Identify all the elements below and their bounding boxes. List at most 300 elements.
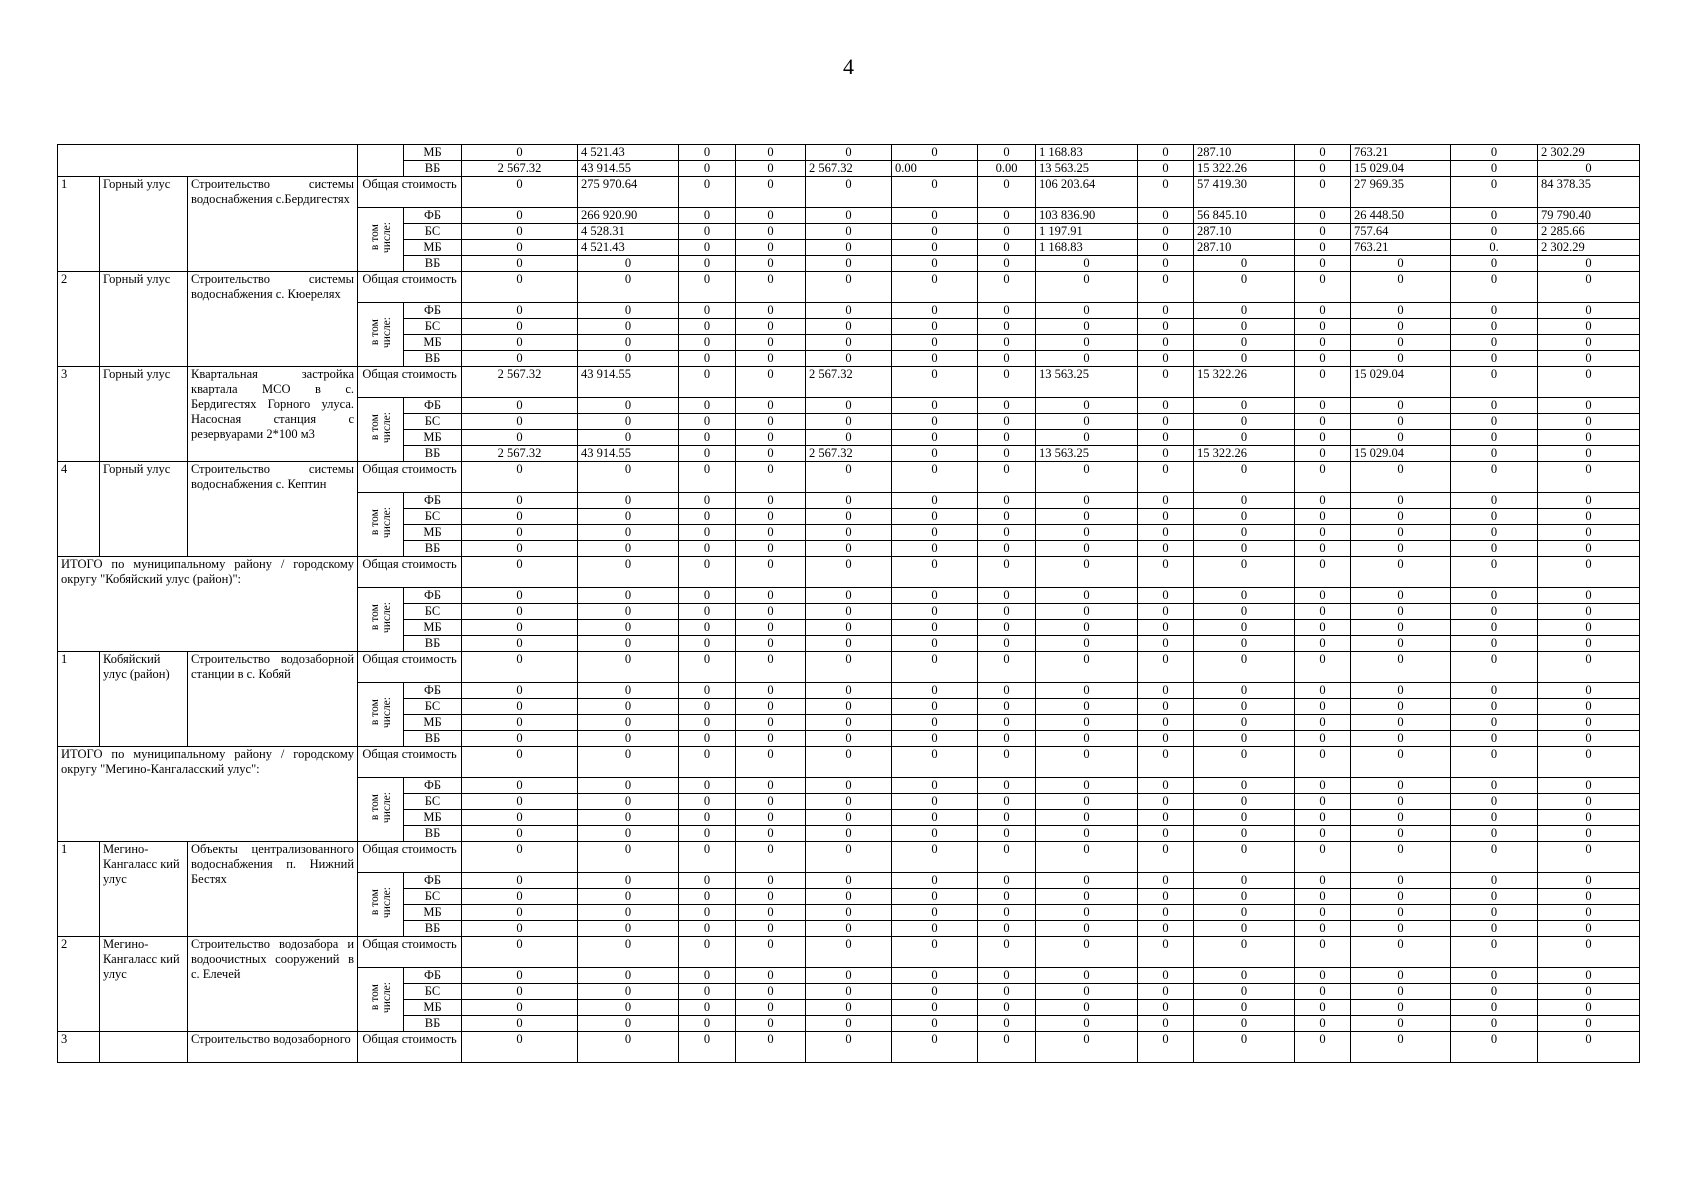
value-cell: 0 (1538, 842, 1640, 873)
value-cell: 0 (578, 509, 679, 525)
value-cell: 0 (1036, 557, 1138, 588)
value-cell: 0 (462, 984, 578, 1000)
value-cell: 0 (462, 208, 578, 224)
value-cell: 266 920.90 (578, 208, 679, 224)
value-cell: 0 (978, 683, 1036, 699)
value-cell: 0 (462, 889, 578, 905)
included-label-cell (358, 303, 404, 367)
value-cell: 0 (978, 873, 1036, 889)
value-cell: 2 567.32 (806, 161, 892, 177)
value-cell: 0 (736, 683, 806, 699)
value-cell: 0 (462, 303, 578, 319)
value-cell: 0 (679, 810, 736, 826)
value-cell: 0 (1295, 398, 1351, 414)
value-cell: 0 (679, 351, 736, 367)
value-cell: 0 (892, 794, 978, 810)
value-cell: 26 448.50 (1351, 208, 1451, 224)
funding-source-label: ФБ (404, 208, 462, 224)
value-cell: 0 (1295, 367, 1351, 398)
value-cell: 0 (462, 905, 578, 921)
value-cell: 0 (1295, 778, 1351, 794)
value-cell: 0 (806, 541, 892, 557)
value-cell: 13 563.25 (1036, 161, 1138, 177)
value-cell: 0 (1538, 968, 1640, 984)
value-cell: 0 (1036, 810, 1138, 826)
value-cell: 0 (578, 319, 679, 335)
value-cell: 0 (578, 889, 679, 905)
value-cell: 0 (1451, 794, 1538, 810)
value-cell: 0 (578, 842, 679, 873)
value-cell: 0 (1351, 319, 1451, 335)
value-cell: 0 (1138, 557, 1194, 588)
value-cell: 0 (892, 636, 978, 652)
value-cell: 0 (462, 699, 578, 715)
region-name: Горный улус (100, 367, 188, 462)
value-cell: 0 (1194, 699, 1295, 715)
value-cell: 0 (578, 873, 679, 889)
value-cell: 0 (578, 414, 679, 430)
value-cell: 0 (892, 620, 978, 636)
value-cell: 0 (736, 367, 806, 398)
value-cell: 0 (978, 778, 1036, 794)
value-cell: 0 (1036, 699, 1138, 715)
region-name: Мегино-Кангаласс кий улус (100, 842, 188, 937)
value-cell: 0 (736, 794, 806, 810)
value-cell: 0 (892, 145, 978, 161)
value-cell: 0 (1451, 731, 1538, 747)
value-cell: 0 (892, 778, 978, 794)
funding-source-label: ВБ (404, 541, 462, 557)
value-cell: 0 (892, 968, 978, 984)
value-cell: 0 (679, 984, 736, 1000)
included-label-cell (358, 778, 404, 842)
value-cell: 0 (806, 493, 892, 509)
value-cell: 0 (892, 351, 978, 367)
value-cell: 15 322.26 (1194, 367, 1295, 398)
value-cell: 0 (1295, 968, 1351, 984)
value-cell: 0 (1036, 541, 1138, 557)
value-cell: 0 (1138, 272, 1194, 303)
value-cell: 0 (1194, 794, 1295, 810)
value-cell: 0 (1295, 715, 1351, 731)
funding-source-label: МБ (404, 525, 462, 541)
value-cell: 757.64 (1351, 224, 1451, 240)
value-cell: 0 (892, 462, 978, 493)
value-cell: 0 (462, 240, 578, 256)
included-label-cell (358, 208, 404, 272)
value-cell: 0 (806, 588, 892, 604)
value-cell: 0 (736, 462, 806, 493)
value-cell: 0 (1036, 794, 1138, 810)
value-cell: 0 (736, 826, 806, 842)
value-cell: 0 (578, 335, 679, 351)
value-cell: 0 (1138, 731, 1194, 747)
value-cell: 0 (1295, 588, 1351, 604)
value-cell: 0 (1295, 873, 1351, 889)
value-cell: 0 (1194, 1000, 1295, 1016)
value-cell: 0 (1138, 810, 1194, 826)
value-cell: 0 (1351, 699, 1451, 715)
value-cell: 0 (1451, 256, 1538, 272)
value-cell: 0 (578, 620, 679, 636)
value-cell: 0 (1538, 699, 1640, 715)
funding-source-label: ФБ (404, 493, 462, 509)
value-cell: 0 (462, 557, 578, 588)
total-cost-label: Общая стоимость (358, 1032, 462, 1063)
value-cell: 0 (1538, 1000, 1640, 1016)
value-cell: 0 (1538, 351, 1640, 367)
value-cell: 43 914.55 (578, 161, 679, 177)
value-cell: 0 (1351, 715, 1451, 731)
value-cell: 0 (462, 493, 578, 509)
value-cell: 0 (679, 1016, 736, 1032)
blank-cell (358, 145, 404, 177)
value-cell: 0 (1036, 604, 1138, 620)
value-cell: 0 (578, 731, 679, 747)
value-cell: 0 (806, 1000, 892, 1016)
value-cell: 2 567.32 (462, 446, 578, 462)
funding-source-label: МБ (404, 1000, 462, 1016)
value-cell: 0 (679, 1000, 736, 1016)
value-cell: 0 (806, 683, 892, 699)
value-cell: 0 (1538, 905, 1640, 921)
included-label-cell (358, 493, 404, 557)
value-cell: 0 (892, 873, 978, 889)
value-cell: 0 (679, 921, 736, 937)
value-cell: 0 (1295, 161, 1351, 177)
value-cell: 0 (806, 1032, 892, 1063)
value-cell: 0 (736, 177, 806, 208)
value-cell: 0 (462, 873, 578, 889)
value-cell: 0 (1194, 398, 1295, 414)
value-cell: 0 (1138, 683, 1194, 699)
value-cell: 0 (1538, 367, 1640, 398)
value-cell: 0 (892, 541, 978, 557)
value-cell: 0 (892, 1016, 978, 1032)
value-cell: 0 (1194, 351, 1295, 367)
value-cell: 0 (679, 715, 736, 731)
row-number: 4 (58, 462, 100, 557)
value-cell: 0 (1036, 937, 1138, 968)
funding-source-label: ВБ (404, 161, 462, 177)
value-cell: 0 (679, 557, 736, 588)
value-cell: 0 (1036, 620, 1138, 636)
value-cell: 0 (1138, 620, 1194, 636)
value-cell: 0 (1295, 620, 1351, 636)
value-cell: 0 (1538, 794, 1640, 810)
value-cell: 0 (1194, 303, 1295, 319)
value-cell: 0 (1451, 842, 1538, 873)
value-cell: 0 (1036, 715, 1138, 731)
row-number: 1 (58, 177, 100, 272)
funding-source-label: ФБ (404, 683, 462, 699)
value-cell: 0 (1451, 493, 1538, 509)
value-cell: 0 (1351, 984, 1451, 1000)
value-cell: 0 (1036, 778, 1138, 794)
value-cell: 0 (679, 905, 736, 921)
value-cell: 0 (1036, 683, 1138, 699)
value-cell: 0 (1138, 699, 1194, 715)
value-cell: 0 (462, 256, 578, 272)
value-cell: 0 (978, 240, 1036, 256)
value-cell: 0 (1451, 414, 1538, 430)
value-cell: 0 (736, 889, 806, 905)
included-label: в том числе: (368, 507, 393, 539)
value-cell: 0 (679, 240, 736, 256)
value-cell: 0 (1194, 256, 1295, 272)
included-label-cell (358, 683, 404, 747)
value-cell: 0 (736, 620, 806, 636)
value-cell: 43 914.55 (578, 367, 679, 398)
funding-source-label: ВБ (404, 636, 462, 652)
value-cell: 0 (978, 984, 1036, 1000)
value-cell: 43 914.55 (578, 446, 679, 462)
value-cell: 27 969.35 (1351, 177, 1451, 208)
value-cell: 4 521.43 (578, 240, 679, 256)
funding-source-label: ВБ (404, 921, 462, 937)
value-cell: 0 (679, 303, 736, 319)
value-cell: 0 (578, 351, 679, 367)
row-number: 2 (58, 937, 100, 1032)
value-cell: 0 (679, 889, 736, 905)
funding-source-label: МБ (404, 905, 462, 921)
value-cell: 0 (462, 462, 578, 493)
value-cell: 0 (1138, 636, 1194, 652)
group-total-label: ИТОГО по муниципальному району / городскому округу "Кобяйский улус (район)": (58, 557, 358, 652)
value-cell: 2 567.32 (462, 161, 578, 177)
value-cell: 0 (1451, 319, 1538, 335)
table-row (58, 652, 1640, 683)
included-label: в том числе: (368, 887, 393, 919)
total-cost-label: Общая стоимость (358, 842, 462, 873)
value-cell: 0 (1538, 525, 1640, 541)
value-cell: 0 (1194, 826, 1295, 842)
value-cell: 0 (679, 826, 736, 842)
value-cell: 0 (736, 1000, 806, 1016)
value-cell: 0 (892, 256, 978, 272)
value-cell: 0 (1138, 921, 1194, 937)
value-cell: 0 (892, 493, 978, 509)
value-cell: 0 (1138, 541, 1194, 557)
value-cell: 0 (1295, 826, 1351, 842)
value-cell: 84 378.35 (1538, 177, 1640, 208)
value-cell: 0 (892, 446, 978, 462)
budget-table (57, 144, 1640, 1063)
value-cell: 0 (578, 303, 679, 319)
funding-source-label: БС (404, 509, 462, 525)
value-cell: 0 (892, 715, 978, 731)
value-cell: 0 (578, 968, 679, 984)
value-cell: 0 (806, 240, 892, 256)
value-cell: 0 (462, 778, 578, 794)
value-cell: 0 (892, 984, 978, 1000)
value-cell: 1 168.83 (1036, 240, 1138, 256)
value-cell: 0 (978, 636, 1036, 652)
value-cell: 0 (1351, 604, 1451, 620)
value-cell: 0 (1538, 921, 1640, 937)
value-cell: 0 (679, 256, 736, 272)
value-cell: 0 (736, 541, 806, 557)
value-cell: 0 (462, 747, 578, 778)
value-cell: 0 (806, 177, 892, 208)
value-cell: 0 (892, 303, 978, 319)
value-cell: 0 (806, 873, 892, 889)
value-cell: 0 (1194, 984, 1295, 1000)
value-cell: 0 (892, 731, 978, 747)
value-cell: 0 (736, 810, 806, 826)
funding-source-label: ВБ (404, 731, 462, 747)
total-cost-label: Общая стоимость (358, 937, 462, 968)
value-cell: 0 (806, 968, 892, 984)
value-cell: 0 (1451, 652, 1538, 683)
funding-source-label: ФБ (404, 778, 462, 794)
value-cell: 0 (1194, 335, 1295, 351)
value-cell: 0 (736, 509, 806, 525)
value-cell: 0 (1451, 636, 1538, 652)
value-cell: 0 (1451, 335, 1538, 351)
value-cell: 0 (1351, 652, 1451, 683)
value-cell: 0 (1538, 620, 1640, 636)
value-cell: 0 (1138, 177, 1194, 208)
value-cell: 0 (462, 842, 578, 873)
value-cell: 0 (1036, 1032, 1138, 1063)
value-cell: 0 (736, 351, 806, 367)
value-cell: 0 (679, 968, 736, 984)
value-cell: 0 (462, 224, 578, 240)
value-cell: 0 (1538, 889, 1640, 905)
value-cell: 0 (1351, 430, 1451, 446)
value-cell: 0 (679, 525, 736, 541)
value-cell: 763.21 (1351, 145, 1451, 161)
table-row (58, 557, 1640, 588)
value-cell: 0 (578, 1016, 679, 1032)
funding-source-label: БС (404, 699, 462, 715)
value-cell: 0 (578, 778, 679, 794)
value-cell: 0 (806, 509, 892, 525)
total-cost-label: Общая стоимость (358, 177, 462, 208)
value-cell: 0 (1451, 921, 1538, 937)
value-cell: 0 (1351, 873, 1451, 889)
value-cell: 0 (679, 272, 736, 303)
value-cell: 0 (1295, 683, 1351, 699)
value-cell: 0 (736, 968, 806, 984)
value-cell: 0 (1295, 541, 1351, 557)
value-cell: 0 (1036, 398, 1138, 414)
value-cell: 0 (806, 303, 892, 319)
value-cell: 0 (462, 398, 578, 414)
value-cell: 0 (578, 1000, 679, 1016)
value-cell: 15 029.04 (1351, 367, 1451, 398)
value-cell: 0 (978, 588, 1036, 604)
funding-source-label: ФБ (404, 303, 462, 319)
funding-source-label: БС (404, 604, 462, 620)
value-cell: 0 (1451, 778, 1538, 794)
value-cell: 0 (978, 810, 1036, 826)
value-cell: 0 (1538, 747, 1640, 778)
value-cell: 0 (1451, 968, 1538, 984)
value-cell: 0 (1538, 1032, 1640, 1063)
value-cell: 0 (1194, 810, 1295, 826)
value-cell: 0 (1351, 398, 1451, 414)
value-cell: 0 (1451, 351, 1538, 367)
value-cell: 0 (1138, 794, 1194, 810)
project-name: Объекты централизованного водоснабжения п. Нижний Бестях (188, 842, 358, 937)
funding-source-label: БС (404, 319, 462, 335)
value-cell: 0 (978, 525, 1036, 541)
value-cell: 0. (1451, 240, 1538, 256)
value-cell: 0 (978, 747, 1036, 778)
value-cell: 0 (978, 1016, 1036, 1032)
value-cell: 0 (978, 794, 1036, 810)
value-cell: 287.10 (1194, 240, 1295, 256)
value-cell: 0 (978, 842, 1036, 873)
funding-source-label: ВБ (404, 351, 462, 367)
value-cell: 0 (578, 462, 679, 493)
value-cell: 0 (462, 636, 578, 652)
value-cell: 0 (978, 272, 1036, 303)
value-cell: 0 (462, 588, 578, 604)
value-cell: 2 567.32 (806, 446, 892, 462)
value-cell: 0 (1351, 493, 1451, 509)
value-cell: 0 (578, 984, 679, 1000)
value-cell: 0 (679, 842, 736, 873)
value-cell: 0 (1138, 161, 1194, 177)
value-cell: 0 (1036, 588, 1138, 604)
value-cell: 4 528.31 (578, 224, 679, 240)
value-cell: 0 (1451, 747, 1538, 778)
value-cell: 0 (1194, 541, 1295, 557)
value-cell: 0 (978, 652, 1036, 683)
value-cell: 0 (578, 430, 679, 446)
total-cost-label: Общая стоимость (358, 652, 462, 683)
value-cell: 0 (1036, 319, 1138, 335)
value-cell: 0 (1351, 905, 1451, 921)
value-cell: 0 (1295, 335, 1351, 351)
value-cell: 0 (1538, 588, 1640, 604)
value-cell: 0 (1538, 319, 1640, 335)
value-cell: 0 (1194, 921, 1295, 937)
funding-source-label: БС (404, 794, 462, 810)
value-cell: 0 (1194, 937, 1295, 968)
value-cell: 0 (1295, 272, 1351, 303)
value-cell: 0 (978, 177, 1036, 208)
value-cell: 0 (679, 588, 736, 604)
value-cell: 0 (1538, 984, 1640, 1000)
value-cell: 0 (1036, 335, 1138, 351)
value-cell: 0 (892, 1032, 978, 1063)
value-cell: 0 (1295, 462, 1351, 493)
table-row (58, 747, 1640, 778)
value-cell: 0 (1138, 525, 1194, 541)
included-label-cell (358, 968, 404, 1032)
value-cell: 0 (1295, 699, 1351, 715)
value-cell: 0 (1295, 256, 1351, 272)
value-cell: 0 (1451, 398, 1538, 414)
value-cell: 0 (806, 984, 892, 1000)
value-cell: 0 (679, 367, 736, 398)
funding-source-label: ФБ (404, 968, 462, 984)
value-cell: 0 (1295, 414, 1351, 430)
value-cell: 0 (978, 937, 1036, 968)
value-cell: 0 (978, 1000, 1036, 1016)
value-cell: 0 (462, 731, 578, 747)
value-cell: 0 (1538, 873, 1640, 889)
value-cell: 0 (1295, 905, 1351, 921)
funding-source-label: ФБ (404, 588, 462, 604)
value-cell: 0 (1538, 414, 1640, 430)
value-cell: 0 (978, 889, 1036, 905)
value-cell: 0 (1036, 493, 1138, 509)
